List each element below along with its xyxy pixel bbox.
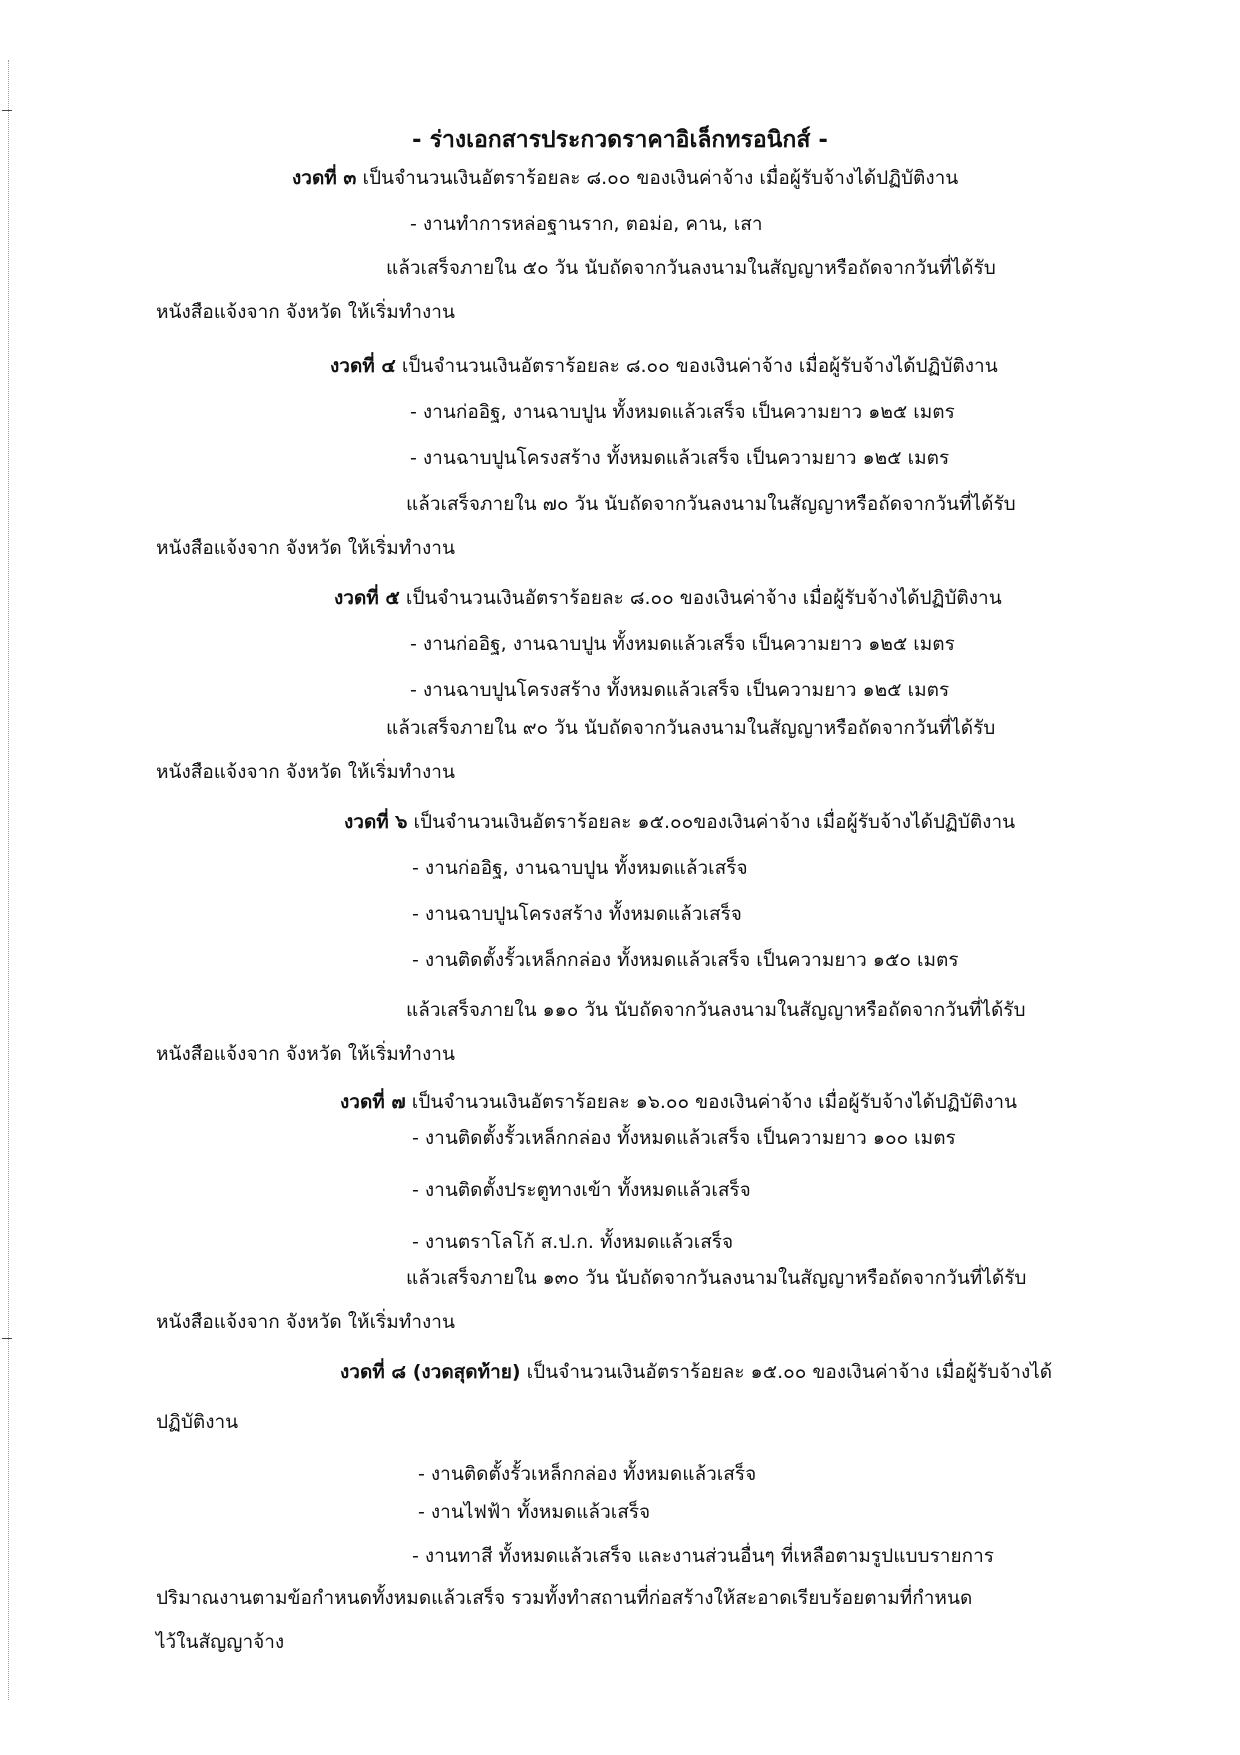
installment-4-notice: หนังสือแจ้งจาก จังหวัด ให้เริ่มทำงาน <box>156 537 455 559</box>
installment-7-notice: หนังสือแจ้งจาก จังหวัด ให้เริ่มทำงาน <box>156 1311 455 1333</box>
installment-7-item-3: - งานตราโลโก้ ส.ป.ก. ทั้งหมดแล้วเสร็จ <box>412 1231 734 1253</box>
installment-3-label: งวดที่ ๓ <box>292 167 357 189</box>
installment-5-notice: หนังสือแจ้งจาก จังหวัด ให้เริ่มทำงาน <box>156 761 455 783</box>
installment-4-heading <box>330 354 998 378</box>
scan-margin-mark <box>2 1338 12 1339</box>
installment-8-cont-1: ปริมาณงานตามข้อกำหนดทั้งหมดแล้วเสร็จ รวมทั้งทำสถานที่ก่อสร้างให้สะอาดเรียบร้อยตามที่กำหนด <box>156 1587 973 1609</box>
installment-8-text: เป็นจำนวนเงินอัตราร้อยละ ๑๕.๐๐ ของเงินค่าจ้าง เมื่อผู้รับจ้างได้ <box>520 1361 1053 1383</box>
installment-5-label: งวดที่ ๕ <box>334 587 400 609</box>
installment-8-text-cont: ปฏิบัติงาน <box>156 1411 239 1433</box>
installment-5-text: เป็นจำนวนเงินอัตราร้อยละ ๘.๐๐ ของเงินค่าจ้าง เมื่อผู้รับจ้างได้ปฏิบัติงาน <box>399 587 1002 609</box>
installment-8-item-2: - งานไฟฟ้า ทั้งหมดแล้วเสร็จ <box>418 1501 651 1523</box>
installment-7-deadline: แล้วเสร็จภายใน ๑๓๐ วัน นับถัดจากวันลงนามในสัญญาหรือถัดจากวันที่ได้รับ <box>406 1267 1027 1289</box>
installment-3-text: เป็นจำนวนเงินอัตราร้อยละ ๘.๐๐ ของเงินค่าจ้าง เมื่อผู้รับจ้างได้ปฏิบัติงาน <box>356 167 959 189</box>
installment-3-heading <box>292 166 958 190</box>
installment-6-item-1: - งานก่ออิฐ, งานฉาบปูน ทั้งหมดแล้วเสร็จ <box>412 857 748 879</box>
installment-6-text: เป็นจำนวนเงินอัตราร้อยละ ๑๕.๐๐ของเงินค่าจ้าง เมื่อผู้รับจ้างได้ปฏิบัติงาน <box>407 811 1016 833</box>
installment-8-heading <box>340 1360 1052 1384</box>
installment-3-deadline: แล้วเสร็จภายใน ๕๐ วัน นับถัดจากวันลงนามในสัญญาหรือถัดจากวันที่ได้รับ <box>386 257 996 279</box>
installment-8-cont-2: ไว้ในสัญญาจ้าง <box>156 1631 285 1653</box>
installment-6-item-3: - งานติดตั้งรั้วเหล็กกล่อง ทั้งหมดแล้วเสร็จ เป็นความยาว ๑๕๐ เมตร <box>412 949 959 971</box>
installment-5-heading <box>334 586 1002 610</box>
installment-6-heading <box>344 810 1015 834</box>
installment-7-text: เป็นจำนวนเงินอัตราร้อยละ ๑๖.๐๐ ของเงินค่าจ้าง เมื่อผู้รับจ้างได้ปฏิบัติงาน <box>405 1091 1018 1113</box>
installment-5-item-2: - งานฉาบปูนโครงสร้าง ทั้งหมดแล้วเสร็จ เป็นความยาว ๑๒๕ เมตร <box>410 679 950 701</box>
scan-margin-mark <box>2 110 12 111</box>
installment-5-deadline: แล้วเสร็จภายใน ๙๐ วัน นับถัดจากวันลงนามในสัญญาหรือถัดจากวันที่ได้รับ <box>386 717 996 739</box>
installment-3-item-1: - งานทำการหล่อฐานราก, ตอม่อ, คาน, เสา <box>410 213 763 235</box>
installment-6-notice: หนังสือแจ้งจาก จังหวัด ให้เริ่มทำงาน <box>156 1043 455 1065</box>
installment-4-item-2: - งานฉาบปูนโครงสร้าง ทั้งหมดแล้วเสร็จ เป็นความยาว ๑๒๕ เมตร <box>410 447 950 469</box>
installment-5-item-1: - งานก่ออิฐ, งานฉาบปูน ทั้งหมดแล้วเสร็จ เป็นความยาว ๑๒๕ เมตร <box>410 633 955 655</box>
installment-4-label: งวดที่ ๔ <box>330 355 396 377</box>
installment-7-item-1: - งานติดตั้งรั้วเหล็กกล่อง ทั้งหมดแล้วเสร็จ เป็นความยาว ๑๐๐ เมตร <box>412 1127 956 1149</box>
installment-6-deadline: แล้วเสร็จภายใน ๑๑๐ วัน นับถัดจากวันลงนามในสัญญาหรือถัดจากวันที่ได้รับ <box>406 999 1026 1021</box>
installment-6-label: งวดที่ ๖ <box>344 811 408 833</box>
document-title: - ร่างเอกสารประกวดราคาอิเล็กทรอนิกส์ - <box>412 127 828 153</box>
scan-margin-line <box>8 60 9 1700</box>
installment-7-heading <box>340 1090 1017 1114</box>
installment-4-deadline: แล้วเสร็จภายใน ๗๐ วัน นับถัดจากวันลงนามในสัญญาหรือถัดจากวันที่ได้รับ <box>406 493 1016 515</box>
installment-8-item-1: - งานติดตั้งรั้วเหล็กกล่อง ทั้งหมดแล้วเสร็จ <box>418 1463 757 1485</box>
installment-3-notice: หนังสือแจ้งจาก จังหวัด ให้เริ่มทำงาน <box>156 301 455 323</box>
installment-8-label: งวดที่ ๘ (งวดสุดท้าย) <box>340 1361 521 1383</box>
installment-7-item-2: - งานติดตั้งประตูทางเข้า ทั้งหมดแล้วเสร็จ <box>412 1179 751 1201</box>
installment-7-label: งวดที่ ๗ <box>340 1091 406 1113</box>
installment-4-item-1: - งานก่ออิฐ, งานฉาบปูน ทั้งหมดแล้วเสร็จ เป็นความยาว ๑๒๕ เมตร <box>410 401 955 423</box>
installment-4-text: เป็นจำนวนเงินอัตราร้อยละ ๘.๐๐ ของเงินค่าจ้าง เมื่อผู้รับจ้างได้ปฏิบัติงาน <box>395 355 998 377</box>
installment-6-item-2: - งานฉาบปูนโครงสร้าง ทั้งหมดแล้วเสร็จ <box>412 903 742 925</box>
installment-8-item-3: - งานทาสี ทั้งหมดแล้วเสร็จ และงานส่วนอื่นๆ ที่เหลือตามรูปแบบรายการ <box>412 1545 994 1567</box>
